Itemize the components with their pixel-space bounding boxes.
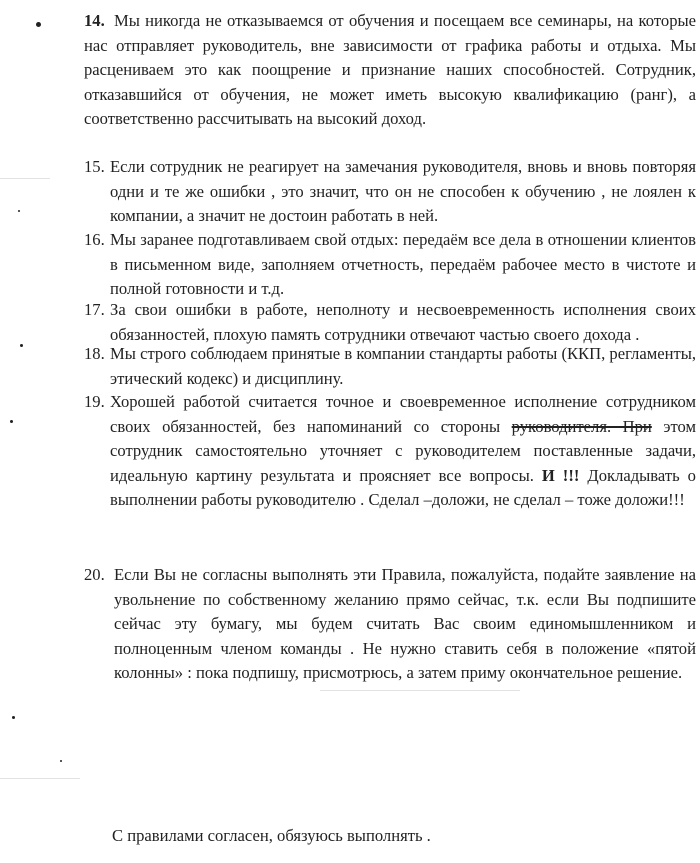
scan-smudge (0, 178, 50, 179)
rule-text: Мы заранее подготавливаем свой отдых: передаём все дела в отношении клиентов в письменном виде, заполняем отчетность, передаём рабочее место в чистоте и полной готовности и т.д. (110, 230, 696, 298)
rule-item-16 (84, 228, 696, 302)
rule-number: 18. (84, 344, 105, 363)
scan-speck (12, 716, 15, 719)
rule-text: За свои ошибки в работе, неполноту и несвоевременность исполнения своих обязанностей, плохую память сотрудники отвечают частью своего дохода . (110, 300, 696, 344)
rule-number: 15. (84, 157, 105, 176)
rule-number: 19. (84, 392, 105, 411)
rule-text: Мы никогда не отказываемся от обучения и посещаем все семинары, на которые нас отправляет руководитель, вне зависимости от графика работы и отдыха. Мы расцениваем это как поощрение и признание наших способностей. Сотрудник, отказавшийся от обучения, не может иметь высокую квалификацию (ранг), а соответственно рассчитывать на высокий доход. (84, 11, 696, 128)
rule-item-18 (84, 342, 696, 391)
rule-item-19 (84, 390, 696, 513)
emphasis-text: И !!! (541, 465, 580, 485)
struck-text: руководителя. При (511, 416, 652, 436)
scan-speck (20, 344, 23, 347)
scan-speck (60, 760, 62, 762)
rule-item-15 (84, 155, 696, 229)
rule-item-17 (84, 298, 696, 347)
rule-number: 20. (84, 565, 105, 584)
rule-item-20 (84, 563, 696, 686)
rule-text: Мы строго соблюдаем принятые в компании стандарты работы (ККП, регламенты, этический кодекс) и дисциплину. (110, 344, 696, 388)
scan-speck (36, 22, 41, 27)
scan-speck (18, 210, 20, 212)
agreement-line: С правилами согласен, обязуюсь выполнять . (112, 826, 431, 845)
rule-number: 17. (84, 300, 105, 319)
rule-number: 16. (84, 230, 105, 249)
rule-item-14 (84, 9, 696, 132)
scan-speck (10, 420, 13, 423)
rule-text: Если Вы не согласны выполнять эти Правила, пожалуйста, подайте заявление на увольнение по собственному желанию прямо сейчас, т.к. если Вы подпишите сейчас эту бумагу, мы будем считать Вас своим единомышленником и полноценным членом команды . Не нужно ставить себя в положение «пятой колонны» : пока подпишу, присмотрюсь, а затем приму окончательное решение. (114, 565, 696, 682)
rule-text: Если сотрудник не реагирует на замечания руководителя, вновь и вновь повторяя одни и те же ошибки , это значит, что он не способен к обучению , не лоялен к компании, а значит не достоин работать в ней. (110, 157, 696, 225)
rule-text: Хорошей работой считается точное и своевременное исполнение сотрудником своих обязанностей, без напоминаний со стороны руководителя. При этом сотрудник самостоятельно уточняет с руководителем поставленные задачи, идеальную картину результата и проясняет все вопросы. И !!! Докладывать о выполнении работы руководителю . Сделал –доложи, не сделал – тоже доложи!!! (110, 392, 696, 509)
scan-smudge (320, 690, 520, 691)
scan-smudge (0, 778, 80, 779)
rule-number: 14. (84, 11, 105, 30)
